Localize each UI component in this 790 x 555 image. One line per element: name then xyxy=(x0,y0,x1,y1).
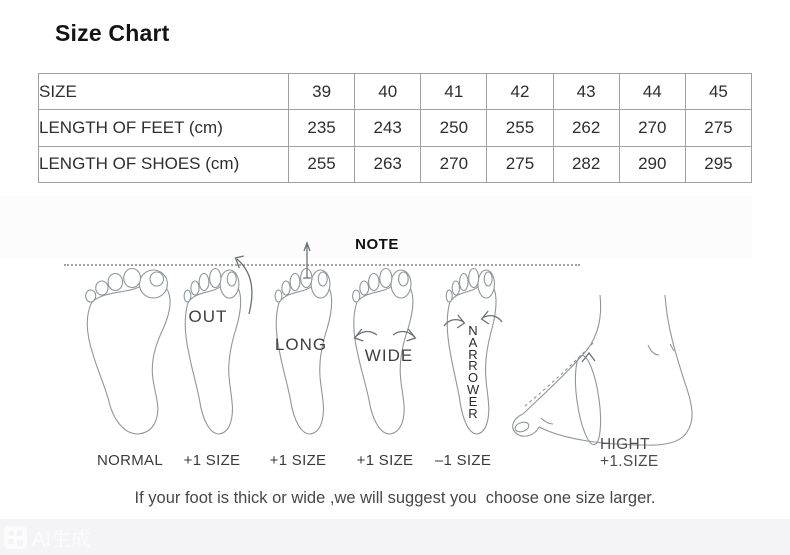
annotation-long: LONG xyxy=(274,335,328,354)
bottom-strip xyxy=(0,519,790,555)
note-heading: NOTE xyxy=(355,236,399,253)
size-value: 40 xyxy=(355,74,421,110)
row-header-shoes-length: LENGTH OF SHOES (cm) xyxy=(39,146,289,182)
annotation-out: OUT xyxy=(188,307,228,326)
footer-advice-text: If your foot is thick or wide ,we will suggest you choose one size larger. xyxy=(134,489,656,507)
foot-out-illustration xyxy=(177,238,252,443)
size-value: 45 xyxy=(685,74,751,110)
shoes-length-value: 290 xyxy=(619,146,685,182)
feet-length-value: 250 xyxy=(421,110,487,146)
feet-length-value: 270 xyxy=(619,110,685,146)
size-value: 44 xyxy=(619,74,685,110)
foot-wide-illustration xyxy=(345,238,425,443)
label-plus1-out: +1 SIZE xyxy=(183,452,241,469)
table-row-size xyxy=(39,74,752,110)
size-value: 43 xyxy=(553,74,619,110)
hight-line1: HIGHT xyxy=(600,436,650,453)
ai-watermark-text: AI生成 xyxy=(32,529,91,551)
size-value: 39 xyxy=(289,74,355,110)
label-hight-plus1 xyxy=(600,436,659,470)
page-title: Size Chart xyxy=(55,20,170,46)
label-plus1-long: +1 SIZE xyxy=(269,452,327,469)
size-table xyxy=(38,73,752,183)
size-value: 42 xyxy=(487,74,553,110)
ai-grid-logo-icon xyxy=(3,525,28,550)
label-minus1-narrower: –1 SIZE xyxy=(434,452,492,469)
feet-length-value: 235 xyxy=(289,110,355,146)
feet-length-value: 243 xyxy=(355,110,421,146)
shoes-length-value: 270 xyxy=(421,146,487,182)
size-value: 41 xyxy=(421,74,487,110)
annotation-narrower: NARROWER xyxy=(466,323,480,421)
label-normal: NORMAL xyxy=(97,452,163,469)
feet-length-value: 275 xyxy=(685,110,751,146)
row-header-feet-length: LENGTH OF FEET (cm) xyxy=(39,110,289,146)
shoes-length-value: 275 xyxy=(487,146,553,182)
label-plus1-wide: +1 SIZE xyxy=(356,452,414,469)
row-header-size: SIZE xyxy=(39,74,289,110)
shoes-length-value: 295 xyxy=(685,146,751,182)
table-row-feet-length xyxy=(39,110,752,146)
table-row-shoes-length xyxy=(39,146,752,182)
shoes-length-value: 263 xyxy=(355,146,421,182)
ai-watermark xyxy=(3,523,91,552)
feet-length-value: 262 xyxy=(553,110,619,146)
annotation-wide: WIDE xyxy=(364,346,414,365)
hight-line2: +1.SIZE xyxy=(600,453,659,470)
shoes-length-value: 255 xyxy=(289,146,355,182)
foot-normal-illustration xyxy=(75,238,187,443)
shoes-length-value: 282 xyxy=(553,146,619,182)
feet-length-value: 255 xyxy=(487,110,553,146)
